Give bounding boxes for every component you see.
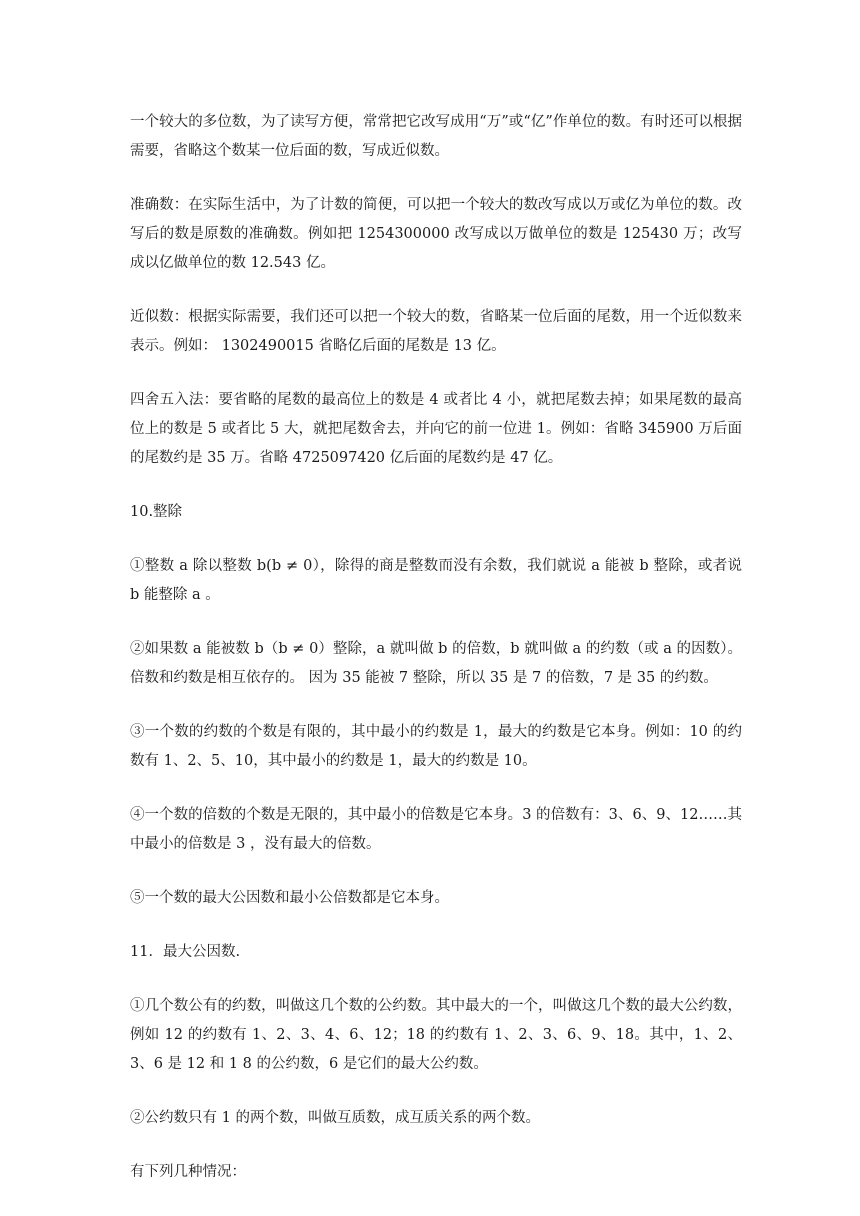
section-heading-gcd: 11．最大公因数. [130, 944, 241, 960]
paragraph-exact-number: 准确数：在实际生活中，为了计数的简便，可以把一个较大的数改写成以万或亿为单位的数。改写后的数是原数的准确数。例如把 1254300000 改写成以万做单位的数是 125430 万；改写成以亿做单位的数 12.543 亿。 [130, 197, 742, 271]
paragraph-gcd-2: ②公约数只有 1 的两个数，叫做互质数，成互质关系的两个数。 [130, 1110, 540, 1126]
paragraph-gcd-1: ①几个数公有的约数，叫做这几个数的公约数。其中最大的一个，叫做这几个数的最大公约数，例如 12 的约数有 1、2、3、4、6、12；18 的约数有 1、2、3、6、9、18。其中，1、2、3、6 是 12 和 1 8 的公约数，6 是它们的最大公约数。 [130, 998, 742, 1072]
paragraph-rounding-method: 四舍五入法：要省略的尾数的最高位上的数是 4 或者比 4 小，就把尾数去掉；如果尾数的最高位上的数是 5 或者比 5 大，就把尾数舍去，并向它的前一位进 1。例如：省略 345900 万后面的尾数约是 35 万。省略 4725097420 亿后面的尾数约是 47 亿。 [130, 392, 742, 466]
paragraph-divisibility-1: ①整数 a 除以整数 b(b ≠ 0），除得的商是整数而没有余数，我们就说 a 能被 b 整除，或者说 b 能整除 a 。 [130, 558, 747, 603]
section-heading-divisibility: 10.整除 [130, 504, 183, 520]
paragraph-divisibility-3: ③一个数的约数的个数是有限的，其中最小的约数是 1，最大的约数是它本身。例如：10 的约数有 1、2、5、10，其中最小的约数是 1，最大的约数是 10。 [130, 724, 742, 769]
paragraph-cases-intro: 有下列几种情况： [130, 1164, 246, 1180]
paragraph-intro: 一个较大的多位数，为了读写方便，常常把它改写成用“万”或“亿”作单位的数。有时还可以根据需要，省略这个数某一位后面的数，写成近似数。 [130, 114, 742, 159]
paragraph-divisibility-5: ⑤一个数的最大公因数和最小公倍数都是它本身。 [130, 890, 449, 906]
paragraph-approximate-number: 近似数：根据实际需要，我们还可以把一个较大的数，省略某一位后面的尾数，用一个近似数来表示。例如： 1302490015 省略亿后面的尾数是 13 亿。 [130, 309, 742, 354]
paragraph-divisibility-2: ②如果数 a 能被数 b（b ≠ 0）整除，a 就叫做 b 的倍数，b 就叫做 a 的约数（或 a 的因数）。倍数和约数是相互依存的。 因为 35 能被 7 整除，所以 35 是 7 的倍数，7 是 35 的约数。 [130, 641, 742, 686]
paragraph-divisibility-4: ④一个数的倍数的个数是无限的，其中最小的倍数是它本身。3 的倍数有：3、6、9、12……其中最小的倍数是 3 ，没有最大的倍数。 [130, 807, 742, 852]
